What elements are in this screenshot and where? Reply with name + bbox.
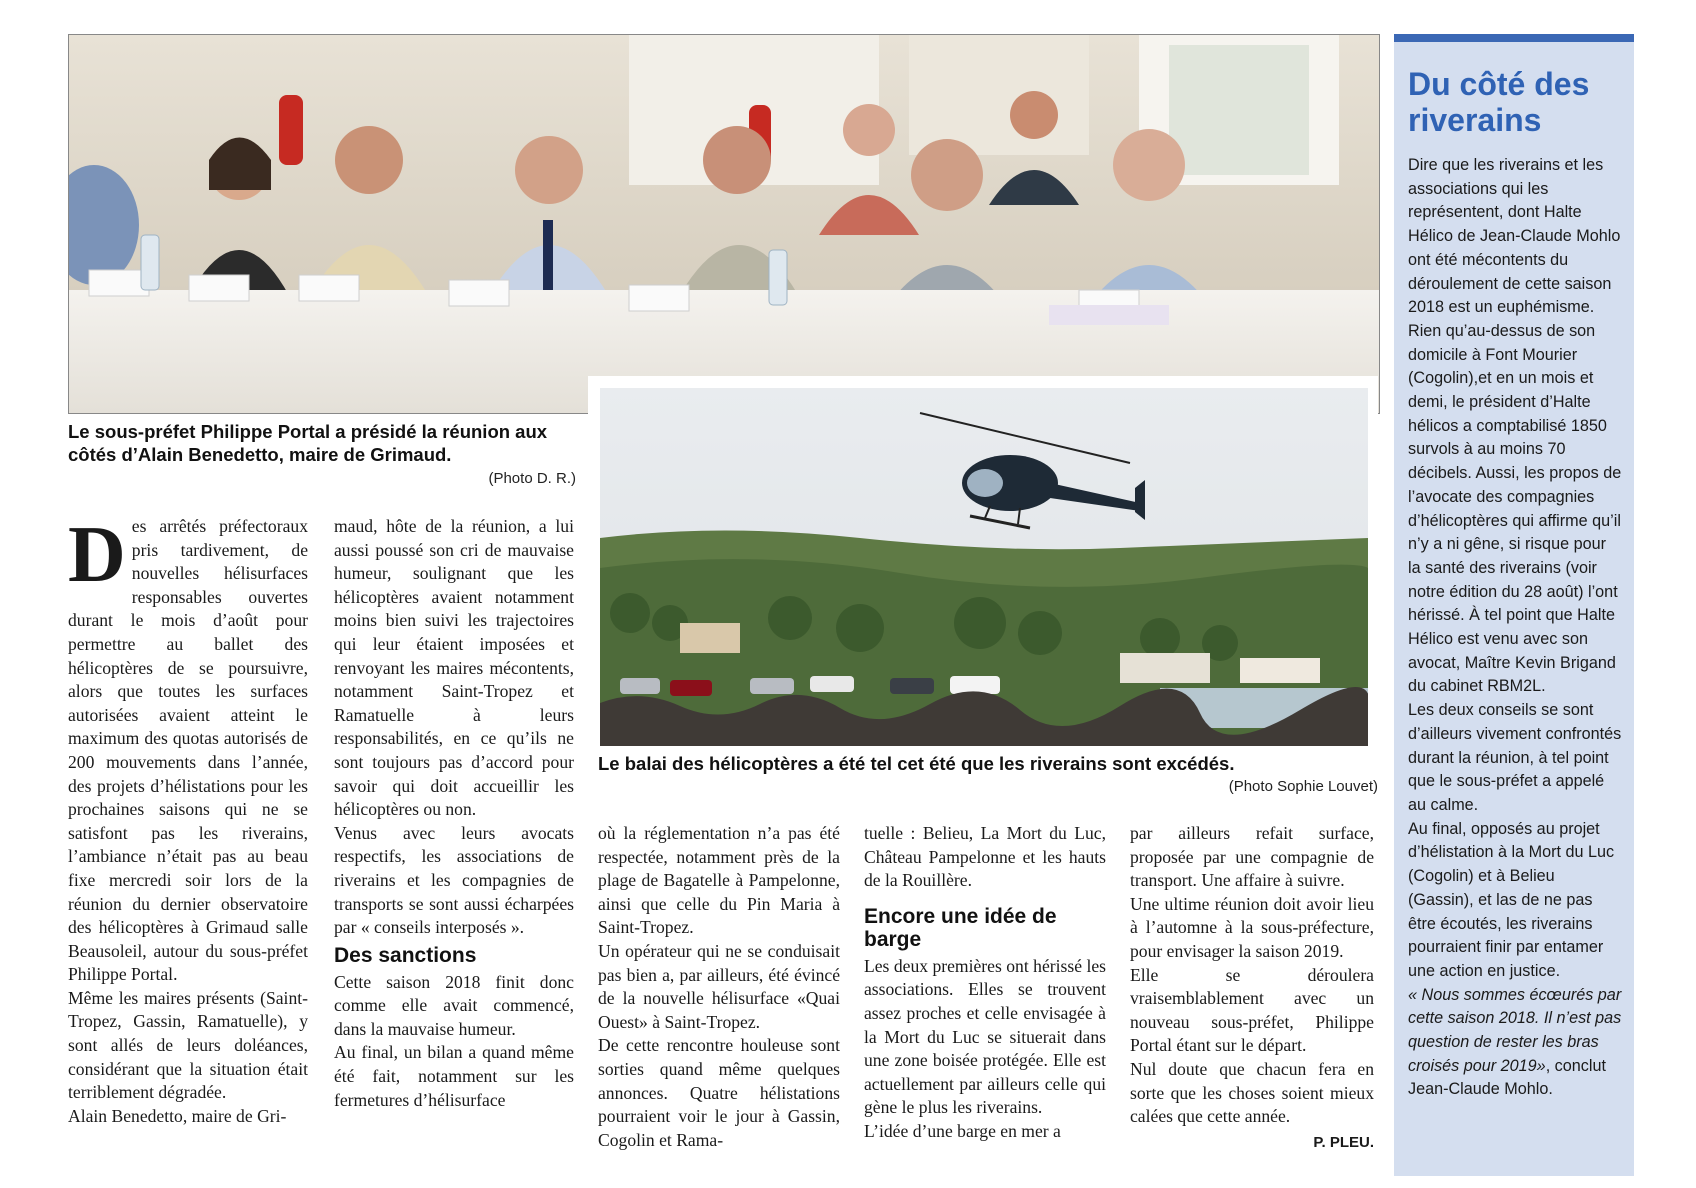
sidebar-quote-attribution: , conclut Jean-Claude Mohlo.	[1408, 1056, 1606, 1099]
meeting-photo-credit: (Photo D. R.)	[488, 470, 576, 487]
article-paragraph: Cette saison 2018 finit donc comme elle avait commencé, dans la mauvaise humeur.	[334, 971, 574, 1039]
article-paragraph: De cette rencontre houleuse sont sorties quand même quelques annonces. Quatre hélistations pourraient voir le jour à Gassin, Cogolin et Rama-	[598, 1035, 840, 1150]
article-paragraph: où la réglementation n’a pas été respectée, notamment près de la plage de Bagatelle à Pampelonne, ainsi que celle du Pin Maria à Saint-Tropez.	[598, 823, 840, 938]
article-paragraph: Au final, un bilan a quand même été fait, notamment sur les fermetures d’hélisurface	[334, 1042, 574, 1110]
sidebar-paragraph	[1408, 984, 1622, 1103]
subhead-sanctions: Des sanctions	[334, 943, 477, 967]
article-paragraph: Nul doute que chacun fera en sorte que les choses soient mieux calées que cette année.	[1130, 1058, 1374, 1127]
article-paragraph: tuelle : Belieu, La Mort du Luc, Château Pampelonne et les hauts de la Rouillère.	[864, 823, 1106, 891]
article-column-2	[334, 515, 574, 1112]
article-column-3	[598, 822, 840, 1152]
article-paragraph: L’idée d’une barge en mer a	[864, 1120, 1061, 1141]
subhead-barge: Encore une idée de barge	[864, 904, 1057, 951]
sidebar-title: Du côté des riverains	[1408, 66, 1590, 138]
article-paragraph: es arrêtés préfectoraux pris tardivement, de nouvelles hélisurfaces responsables ouvertes durant le mois d’août pour permettre au ballet des hélicoptères de se poursuivre, alors que toutes les surfaces autorisées avaient atteint le maximum des quotas autorisés de 200 mouvements dans l’année, des projets d’hélistations pour les prochaines saisons qui ne se satisfont pas les riverains, l’ambiance n’était pas au beau fixe mercredi soir lors de la réunion du dernier observatoire des hélicoptères à Grimaud salle Beausoleil, autour du sous-préfet Philippe Portal.	[68, 516, 308, 985]
article-paragraph: Les deux premières ont hérissé les associations. Elles se trouvent assez proches et celle envisagée à la Mort du Luc se situerait dans une zone boisée protégée. Elle est actuellement par ailleurs celle qui gène le plus les riverains.	[864, 955, 1106, 1118]
helicopter-photo-caption: Le balai des hélicoptères a été tel cet été que les riverains sont excédés.	[598, 753, 1235, 774]
byline: P. PLEU.	[1313, 1133, 1374, 1151]
meeting-photo-caption: Le sous-préfet Philippe Portal a présidé la réunion aux côtés d’Alain Benedetto, maire de Grimaud.	[68, 421, 548, 465]
article-column-5	[1130, 822, 1374, 1154]
sidebar-box	[1394, 34, 1634, 1176]
helicopter-photo	[588, 376, 1378, 746]
article-paragraph: Un opérateur qui ne se conduisait pas bien a, par ailleurs, été évincé de la nouvelle hélisurface «Quai Ouest» à Saint-Tropez.	[598, 940, 840, 1032]
sidebar-paragraph: Les deux conseils se sont d’ailleurs vivement confrontés durant la réunion, à tel point que le sous-préfet a appelé au calme.	[1408, 701, 1622, 814]
meeting-photo	[68, 34, 1380, 414]
article-paragraph: maud, hôte de la réunion, a lui aussi poussé son cri de mauvaise humeur, soulignant que les hélicoptères avaient notamment moins bien suivi les trajectoires qui leur étaient imposées et renvoyant les maires mécontents, notamment Saint-Tropez et Ramatuelle à leurs responsabilités, en ce qu’ils ne sont toujours pas d’accord pour savoir qui doit accueillir les hélicoptères ou non.	[334, 516, 574, 820]
article-paragraph: Alain Benedetto, maire de Gri-	[68, 1105, 287, 1126]
sidebar-paragraph: Dire que les riverains et les associations qui les représentent, dont Halte Hélico de Jean-Claude Mohlo ont été mécontents du déroulement de cette saison 2018 est un euphémisme. Rien qu’au-dessus de son domicile à Font Mourier (Cogolin),et en un mois et demi, le président d’Halte hélicos a comptabilisé 1850 survols à au moins 70 décibels. Aussi, les propos de l’avocate des compagnies d’hélicoptères qui affirme qu’il n’y a ni gêne, si risque pour la santé des riverains (voir notre édition du 28 août) l’ont hérissé. À tel point que Halte Hélico est venu avec son avocat, Maître Kevin Brigand du cabinet RBM2L.	[1408, 156, 1622, 696]
article-paragraph: Une ultime réunion doit avoir lieu à l’automne à la sous-préfecture, pour envisager la saison 2019.	[1130, 893, 1374, 961]
article-paragraph: Même les maires présents (Saint-Tropez, Gassin, Ramatuelle), y sont allés de leurs doléances, considérant que la situation était terriblement dégradée.	[68, 987, 308, 1103]
cropped-headline-strip	[0, 0, 1696, 12]
sidebar-quote: « Nous sommes écœurés par cette saison 2018. Il n’est pas question de rester les bras croisés pour 2019»	[1408, 985, 1622, 1075]
sidebar-paragraph: Au final, opposés au projet d’hélistation à la Mort du Luc (Cogolin) et à Belieu (Gassin), et las de ne pas être écoutés, les riverains pourraient finir par entamer une action en justice.	[1408, 819, 1615, 980]
helicopter-photo-credit: (Photo Sophie Louvet)	[1228, 778, 1378, 795]
article-paragraph: Venus avec leurs avocats respectifs, les associations de riverains et les compagnies de transports se sont aussi écharpées par « conseils interposés ».	[334, 822, 574, 938]
article-column-4	[864, 822, 1106, 1144]
article-column-1	[68, 511, 308, 1128]
dropcap: D	[68, 511, 126, 599]
article-paragraph: Elle se déroulera vraisemblablement avec un nouveau sous-préfet, Philippe Portal étant sur le départ.	[1130, 964, 1374, 1056]
article-paragraph: par ailleurs refait surface, proposée par une compagnie de transport. Une affaire à suivre.	[1130, 823, 1374, 891]
sidebar-body	[1408, 154, 1622, 1102]
